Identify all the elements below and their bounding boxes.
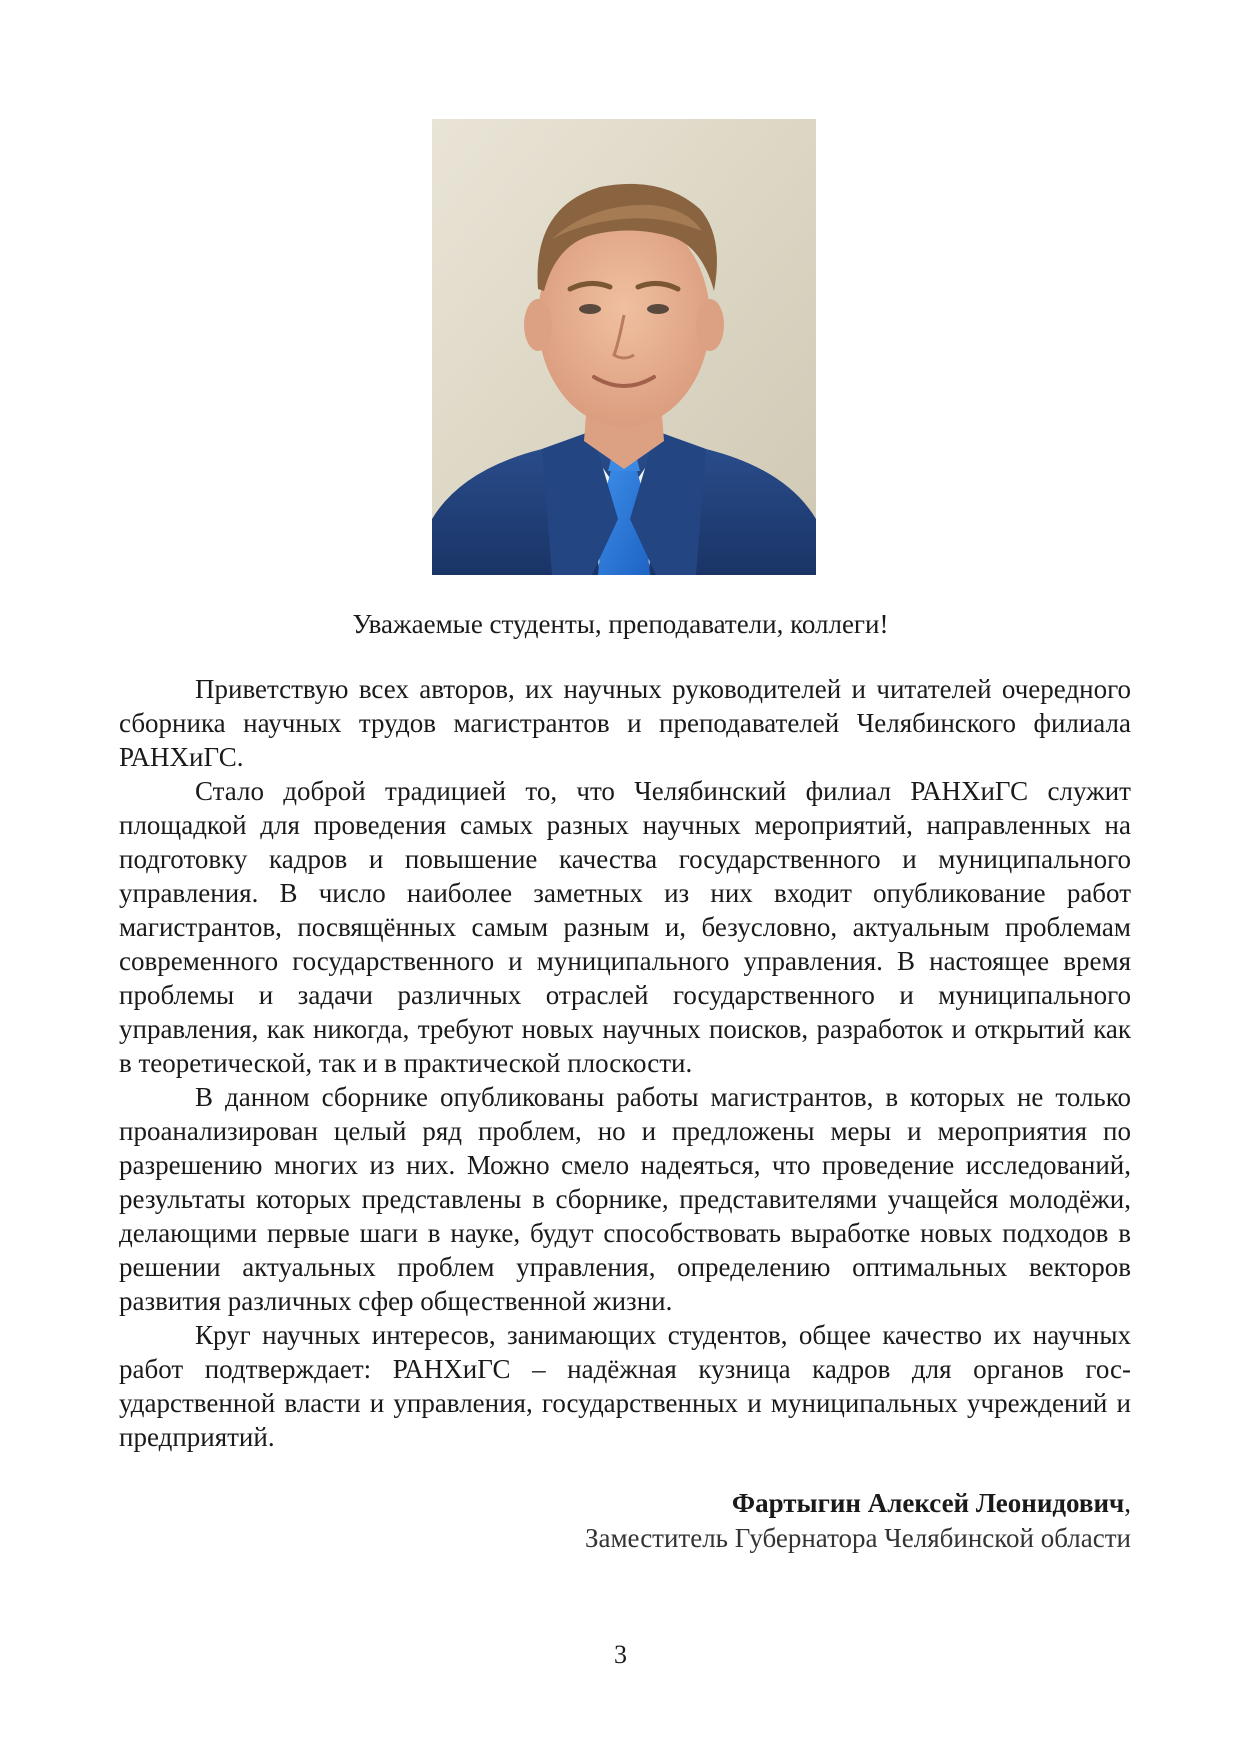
- paragraph: В данном сборнике опубликованы работы магистрантов, в которых не только проанализирован целый ряд проблем, но и предложены меры и мероприятия по разрешению многих из них. Можно смело надеяться, что проведение исследований, результаты которых представлены в сборнике, представителями учащейся молодёжи, делающими первые шаги в науке, будут способствовать выработке новых подходов в решении актуальных проблем управления, определению оптимальных векторов развития различных сфер общественной жизни.: [119, 1082, 1131, 1316]
- signatory-name: Фартыгин Алексей Леонидович: [731, 1488, 1125, 1518]
- signatory-name-comma: ,: [1124, 1488, 1131, 1518]
- page-number: 3: [614, 1640, 627, 1669]
- salutation: Уважаемые студенты, преподаватели, коллеги!: [352, 609, 889, 639]
- paragraph: Приветствую всех авторов, их научных руководителей и читателей очередного сборника научных трудов магистрантов и преподавателей Челябинского филиала РАНХиГС.: [119, 674, 1131, 772]
- signatory-position: Заместитель Губернатора Челябинской области: [584, 1523, 1131, 1553]
- paragraph: Стало доброй традицией то, что Челябинский филиал РАНХиГС служит площадкой для проведения самых разных научных мероприятий, направленных на подготовку кадров и повышение качества государственного и муниципального управления. В число наиболее заметных из них входит опубликование работ магистрантов, посвящённых самым разным и, безусловно, актуальным проблемам современного государственного и муниципального управления. В настоящее время проблемы и задачи различных отраслей государственного и муниципального управления, как никогда, требуют новых научных поисков, разработок и открытий как в теоретической, так и в практической плоскости.: [119, 776, 1131, 1078]
- letter-body: [119, 672, 1131, 1454]
- paragraph: Круг научных интересов, занимающих студентов, общее качество их научных работ подтверждает: РАНХиГС – надёжная кузница кадров для органов государственной власти и управления, государственных и муниципальных учреждений и предприятий.: [119, 1320, 1131, 1452]
- portrait-photo-icon: [432, 119, 816, 575]
- author-portrait-photo: [432, 119, 816, 575]
- signature-block: [400, 1486, 1131, 1556]
